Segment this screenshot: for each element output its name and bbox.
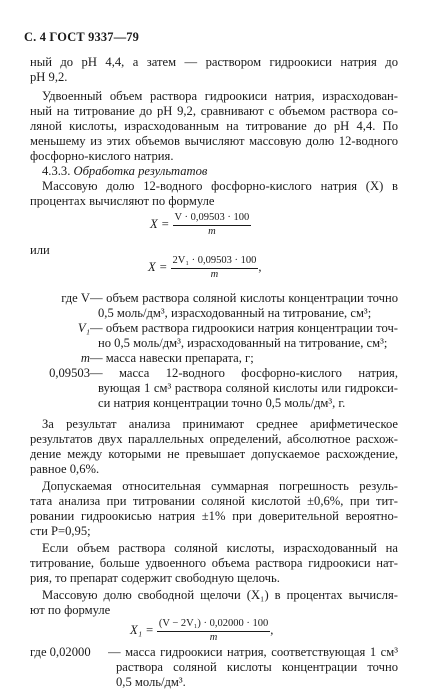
fraction — [171, 255, 262, 281]
formula-2 — [148, 255, 368, 281]
paragraph-line: Допускаемая относительная суммарная погрешность резуль- — [42, 479, 398, 493]
paragraph-line: рН 9,2. — [30, 70, 68, 84]
paragraph-line: Массовую долю 12-водного фосфорно-кислого натрия (X) в — [42, 179, 398, 193]
formula-lhs: X = — [148, 259, 168, 274]
definition-item — [30, 321, 398, 351]
definitions-list — [30, 291, 398, 411]
formula-3 — [130, 618, 390, 644]
paragraph-line: дение между которыми не превышает допускаемое расхождение, — [30, 447, 398, 461]
definition-item — [30, 351, 398, 366]
paragraph-line: ют по формуле — [30, 603, 111, 617]
definition-text — [108, 645, 398, 690]
definition-text — [90, 291, 398, 321]
formula-1 — [150, 212, 350, 238]
paragraph-line: фосфорно-кислого натрия. — [30, 149, 174, 163]
fraction-denominator: m — [209, 632, 218, 643]
section-number: 4.3.3. — [42, 164, 71, 178]
section-title: Обработка результатов — [73, 164, 208, 178]
definition-term: где 0,02000 — [30, 645, 91, 659]
paragraph-line: сти Р=0,95; — [30, 524, 91, 538]
definition-line: — масса навески препарата, г; — [90, 351, 254, 365]
definition-term: 0,09503 — [49, 366, 90, 380]
paragraph-line: меньшему из этих объемов вычисляют массовую долю 12-водного — [30, 134, 398, 148]
definition-item — [30, 366, 398, 411]
paragraph-line: Массовую долю свободной щелочи (X₁) в процентах вычисля- — [42, 588, 398, 602]
paragraph-line: рия, то препарат содержит свободную щелочь. — [30, 571, 280, 585]
fraction — [157, 618, 270, 644]
fraction-numerator: (V − 2V₁) · 0,02000 · 100 — [157, 618, 270, 632]
definition-line: раствора соляной кислоты концентрации точно — [116, 660, 398, 674]
definition-line: но 0,5 моль/дм³, израсходованный на титрование, см³; — [98, 336, 388, 350]
connector-word: или — [30, 243, 50, 257]
definition-line: 0,5 моль/дм³, израсходованный на титрование, см³; — [98, 306, 372, 320]
paragraph-line: титрование, больше удвоенного объема раствора гидроокиси нат- — [30, 556, 398, 570]
fraction-numerator: 2V₁ · 0,09503 · 100 — [171, 255, 259, 269]
definition-item — [30, 645, 398, 690]
paragraph-line: процентах вычисляют по формуле — [30, 194, 215, 208]
paragraph-line: ляной кислоты, израсходованным на титрование до рН 4,4. По — [30, 119, 398, 133]
definitions-list — [30, 645, 398, 690]
definition-text — [90, 351, 398, 366]
section-heading — [42, 164, 398, 179]
definition-item — [30, 291, 398, 321]
definition-line: си натрия концентрации точно 0,5 моль/дм³, г. — [98, 396, 346, 410]
definition-term: m — [80, 351, 90, 365]
definition-term: где V — [61, 291, 90, 305]
paragraph-line: результатов двух параллельных определений, абсолютное расхож- — [30, 432, 398, 446]
definition-line: вующая 1 см³ раствора соляной кислоты или гидрокси- — [98, 381, 398, 395]
formula-tail: , — [270, 622, 274, 637]
definition-text — [90, 366, 398, 411]
paragraph-line: Если объем раствора соляной кислоты, израсходованный на — [42, 541, 398, 555]
paragraph-line: ный на титрование до рН 9,2, сравнивают с объемом раствора со- — [30, 104, 398, 118]
definition-line: — объем раствора соляной кислоты концентрации точно — [90, 291, 398, 305]
paragraph-line: За результат анализа принимают среднее арифметическое — [42, 417, 398, 431]
definition-line: — объем раствора гидроокиси натрия концентрации точ- — [90, 321, 398, 335]
fraction — [173, 212, 252, 238]
definition-line: — масса 12-водного фосфорно-кислого натрия, — [90, 366, 398, 380]
paragraph-line: Удвоенный объем раствора гидроокиси натрия, израсходован- — [42, 89, 398, 103]
fraction-denominator: m — [208, 226, 216, 237]
formula-tail: , — [258, 259, 262, 274]
page-header: С. 4 ГОСТ 9337—79 — [24, 30, 140, 44]
definition-text — [90, 321, 398, 351]
paragraph-line: тата анализа при титровании соляной кислотой ±0,6%, при тит- — [30, 494, 398, 508]
definition-line: — масса гидроокиси натрия, соответствующая 1 см³ — [108, 645, 398, 659]
paragraph-line: равное 0,6%. — [30, 462, 100, 476]
paragraph-line: ровании гидроокисью натрия ±1% при доверительной вероятно- — [30, 509, 398, 523]
definition-line: 0,5 моль/дм³. — [116, 675, 186, 689]
definition-term: V₁ — [77, 321, 90, 335]
formula-lhs: X = — [150, 216, 170, 231]
fraction-numerator: V · 0,09503 · 100 — [173, 212, 252, 226]
paragraph-line: ный до рН 4,4, а затем — раствором гидроокиси натрия до — [30, 55, 398, 69]
fraction-denominator: m — [210, 269, 219, 280]
formula-lhs: X₁ = — [130, 622, 154, 637]
